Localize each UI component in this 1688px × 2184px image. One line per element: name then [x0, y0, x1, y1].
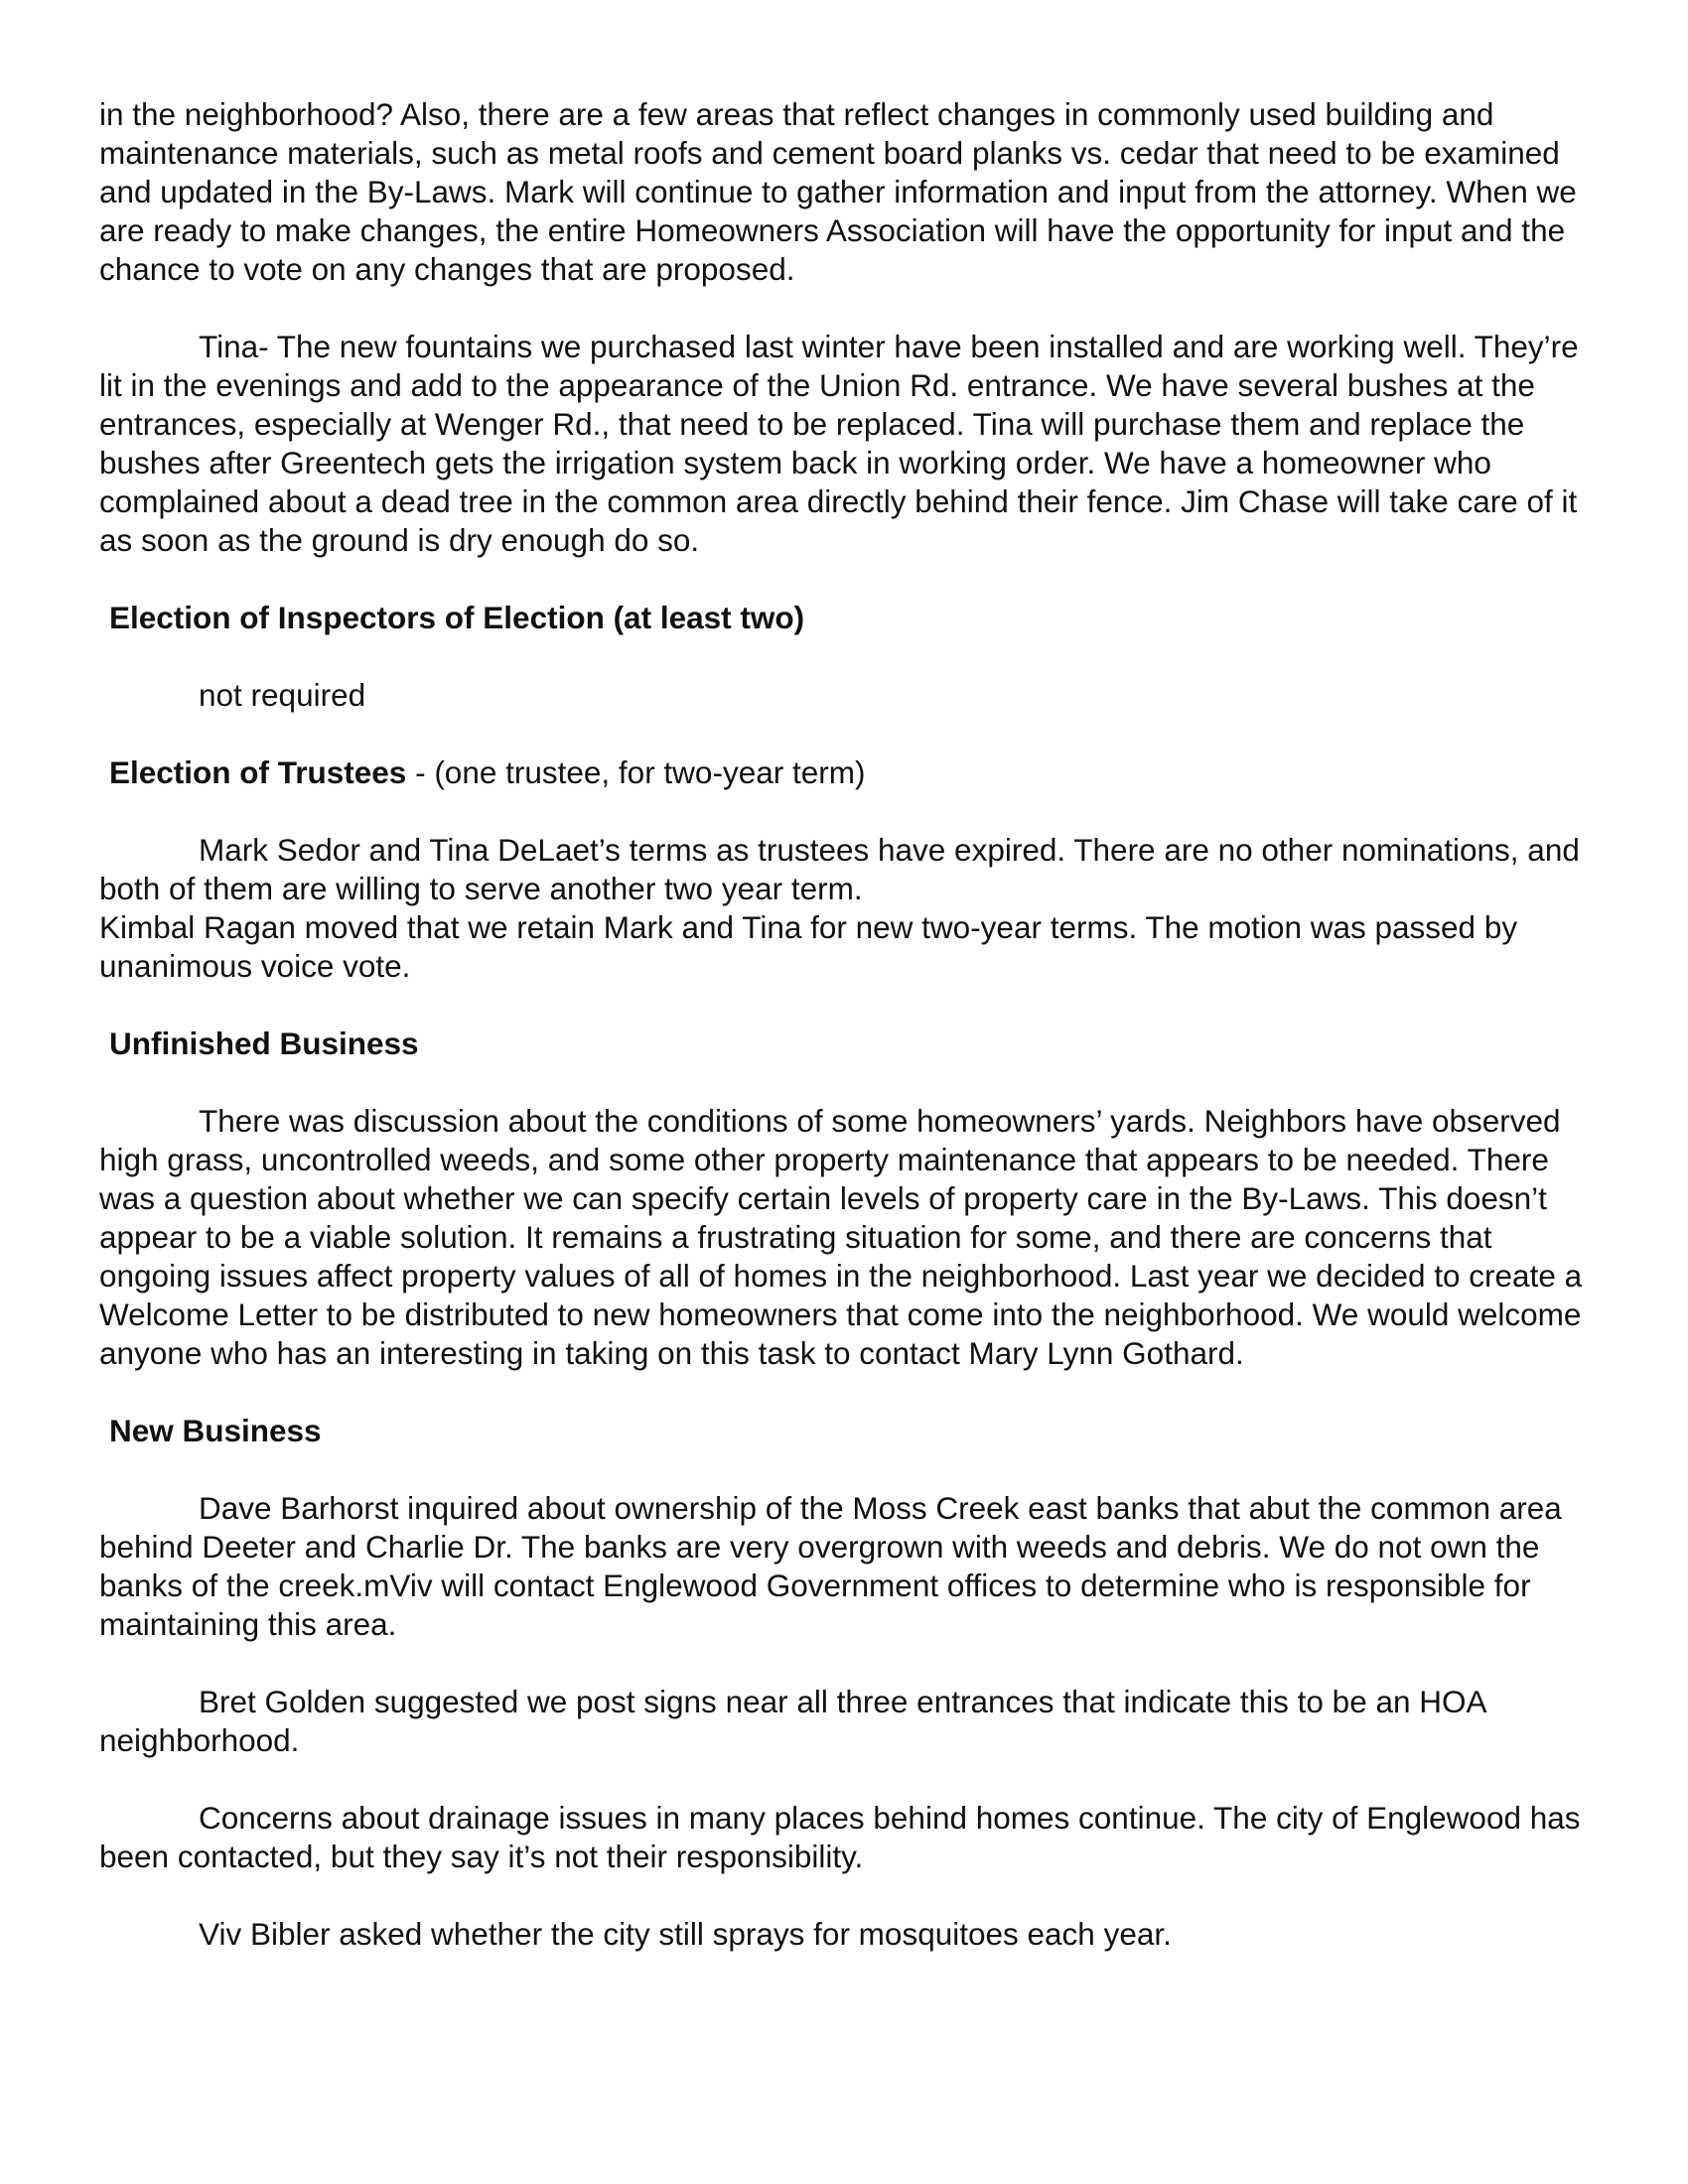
trustees-heading-text: Election of Trustees [109, 754, 407, 790]
unfinished-business-body: There was discussion about the conditions of some homeowners’ yards. Neighbors have observed high grass, uncontrolled weeds, and some other property maintenance that appears to be needed. There was a question about whether we can specify certain levels of property care in the By-Laws. This doesn’t appear to be a viable solution. It remains a frustrating situation for some, and there are concerns that ongoing issues affect property values of all of homes in the neighborhood. Last year we decided to create a Welcome Letter to be distributed to new homeowners that come into the neighborhood. We would welcome anyone who has an interesting in taking on this task to contact Mary Lynn Gothard. [99, 1103, 1583, 1371]
intro-paragraph: in the neighborhood? Also, there are a few areas that reflect changes in commonly used building and maintenance materials, such as metal roofs and cement board planks vs. cedar that need to be examined and updated in the By-Laws. Mark will continue to gather information and input from the attorney. When we are ready to make changes, the entire Homeowners Association will have the opportunity for input and the chance to vote on any changes that are proposed. [99, 96, 1577, 287]
section-heading-new-business [109, 1412, 1589, 1450]
landscaping-report-paragraph: Tina- The new fountains we purchased last winter have been installed and are working well. They’re lit in the evenings and add to the appearance of the Union Rd. entrance. We have several bushes at the entrances, especially at Wenger Rd., that need to be replaced. Tina will purchase them and replace the bushes after Greentech gets the irrigation system back in working order. We have a homeowner who complained about a dead tree in the common area directly behind their fence. Jim Chase will take care of it as soon as the ground is dry enough do so. [99, 329, 1579, 558]
document-page [99, 95, 1589, 1954]
inspectors-heading-text: Election of Inspectors of Election (at least two) [109, 600, 805, 635]
new-business-item: Bret Golden suggested we post signs near all three entrances that indicate this to be an HOA neighborhood. [99, 1684, 1485, 1758]
new-business-item: Viv Bibler asked whether the city still sprays for mosquitoes each year. [199, 1916, 1172, 1952]
new-business-item: Concerns about drainage issues in many places behind homes continue. The city of Englewood has been contacted, but they say it’s not their responsibility. [99, 1800, 1581, 1874]
inspectors-body: not required [199, 677, 366, 713]
trustees-heading-suffix: - (one trustee, for two-year term) [406, 754, 866, 790]
section-heading-unfinished-business [109, 1024, 1589, 1063]
new-business-heading-text: New Business [109, 1413, 322, 1448]
unfinished-heading-text: Unfinished Business [109, 1025, 419, 1061]
trustees-body-1: Mark Sedor and Tina DeLaet’s terms as trustees have expired. There are no other nominations, and both of them are willing to serve another two year term. [99, 832, 1580, 906]
section-heading-inspectors [109, 599, 1589, 637]
trustees-body-2: Kimbal Ragan moved that we retain Mark and Tina for new two-year terms. The motion was passed by unanimous voice vote. [99, 909, 1518, 984]
new-business-item: Dave Barhorst inquired about ownership of the Moss Creek east banks that abut the common area behind Deeter and Charlie Dr. The banks are very overgrown with weeds and debris. We do not own the banks of the creek.mViv will contact Englewood Government offices to determine who is responsible for maintaining this area. [99, 1490, 1562, 1642]
section-heading-trustees [109, 753, 1589, 792]
